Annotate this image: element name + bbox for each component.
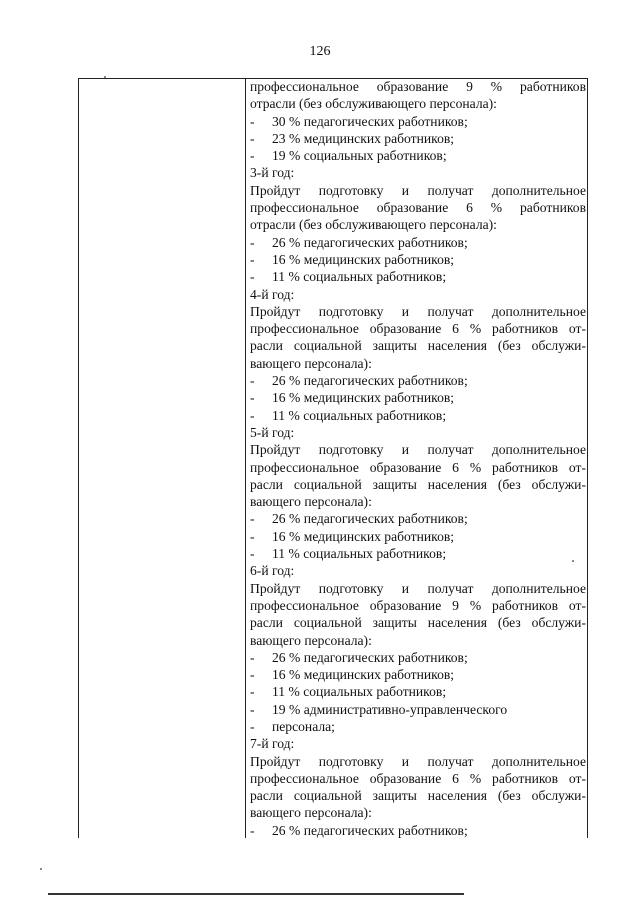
bullet-item bbox=[250, 113, 586, 130]
scan-speck bbox=[572, 560, 574, 562]
bullet-text: 26 % педагогических работников; bbox=[272, 822, 468, 838]
bullet-text: 16 % медицинских работников; bbox=[272, 390, 455, 406]
bullet-item bbox=[250, 234, 586, 251]
bullet-dash: - bbox=[250, 373, 255, 389]
bullet-item bbox=[250, 372, 586, 389]
text-line: отрасли (без обслуживающего персонала): bbox=[250, 96, 497, 112]
bullet-text: 11 % социальных работников; bbox=[272, 269, 447, 285]
paragraph-line: профессиональное образование 6 % работников от- bbox=[250, 459, 586, 475]
bullet-item bbox=[250, 268, 586, 285]
bullet-text: 19 % административно-управленческого bbox=[272, 701, 508, 717]
bullet-dash: - bbox=[250, 701, 255, 717]
bullet-text: 26 % педагогических работников; bbox=[272, 511, 468, 527]
text-line: вающего персонала): bbox=[250, 632, 372, 648]
bullet-text: 11 % социальных работников; bbox=[272, 546, 447, 562]
bullet-text: 30 % педагогических работников; bbox=[272, 113, 468, 129]
paragraph-line: профессиональное образование 6 % работников от- bbox=[250, 321, 586, 337]
bullet-item bbox=[250, 130, 586, 147]
bullet-dash: - bbox=[250, 113, 255, 129]
text-line: 3-й год: bbox=[250, 165, 295, 181]
paragraph-line: профессиональное образование 9 % работников bbox=[250, 79, 586, 94]
bullet-dash: - bbox=[250, 528, 255, 544]
paragraph-line: Пройдут подготовку и получат дополнительное bbox=[250, 753, 586, 769]
bullet-text: персонала; bbox=[272, 718, 335, 734]
text-line: вающего персонала): bbox=[250, 355, 372, 371]
bullet-dash: - bbox=[250, 130, 255, 146]
bullet-dash: - bbox=[250, 718, 255, 734]
bullet-text: 26 % педагогических работников; bbox=[272, 373, 468, 389]
bullet-dash: - bbox=[250, 667, 255, 683]
bullet-text: 23 % медицинских работников; bbox=[272, 130, 455, 146]
bullet-text: 26 % педагогических работников; bbox=[272, 234, 468, 250]
bullet-text: 11 % социальных работников; bbox=[272, 684, 447, 700]
bullet-item bbox=[250, 528, 586, 545]
bullet-dash: - bbox=[250, 407, 255, 423]
text-line: 6-й год: bbox=[250, 563, 295, 579]
paragraph-line: расли социальной защиты населения (без обслужи- bbox=[250, 476, 586, 492]
paragraph-line: Пройдут подготовку и получат дополнительное bbox=[250, 580, 586, 596]
paragraph-line: профессиональное образование 9 % работников от- bbox=[250, 597, 586, 613]
paragraph-line: Пройдут подготовку и получат дополнительное bbox=[250, 303, 586, 319]
text-line: 4-й год: bbox=[250, 286, 295, 302]
scan-speck bbox=[40, 868, 42, 870]
bullet-item bbox=[250, 147, 586, 164]
page-number: 126 bbox=[309, 44, 331, 59]
bullet-text: 16 % медицинских работников; bbox=[272, 251, 455, 267]
paragraph-line: расли социальной защиты населения (без обслужи- bbox=[250, 338, 586, 354]
bullet-item bbox=[250, 510, 586, 527]
paragraph-line: профессиональное образование 6 % работников bbox=[250, 200, 586, 216]
bullet-dash: - bbox=[250, 251, 255, 267]
bullet-item bbox=[250, 718, 586, 735]
text-line: 7-й год: bbox=[250, 736, 295, 752]
text-line: вающего персонала): bbox=[250, 494, 372, 510]
bullet-text: 11 % социальных работников; bbox=[272, 407, 447, 423]
text-line: отрасли (без обслуживающего персонала): bbox=[250, 217, 497, 233]
bullet-item bbox=[250, 701, 586, 718]
paragraph-line: Пройдут подготовку и получат дополнительное bbox=[250, 442, 586, 458]
text-line: 5-й год: bbox=[250, 424, 295, 440]
bullet-text: 16 % медицинских работников; bbox=[272, 667, 455, 683]
table-right-cell bbox=[250, 78, 586, 839]
bottom-rule bbox=[48, 893, 464, 895]
bullet-dash: - bbox=[250, 390, 255, 406]
bullet-item bbox=[250, 822, 586, 839]
paragraph-line: профессиональное образование 6 % работников от- bbox=[250, 770, 586, 786]
table-left-cell bbox=[78, 78, 245, 838]
paragraph-line: Пройдут подготовку и получат дополнительное bbox=[250, 182, 586, 198]
bullet-dash: - bbox=[250, 822, 255, 838]
bullet-item bbox=[250, 545, 586, 562]
table-column-divider bbox=[245, 78, 246, 838]
bullet-dash: - bbox=[250, 511, 255, 527]
bullet-dash: - bbox=[250, 234, 255, 250]
scan-speck bbox=[104, 76, 106, 78]
paragraph-line: расли социальной защиты населения (без обслужи- bbox=[250, 788, 586, 804]
bullet-text: 26 % педагогических работников; bbox=[272, 649, 468, 665]
bullet-text: 19 % социальных работников; bbox=[272, 148, 447, 164]
bullet-item bbox=[250, 666, 586, 683]
bullet-dash: - bbox=[250, 684, 255, 700]
bullet-dash: - bbox=[250, 269, 255, 285]
bullet-dash: - bbox=[250, 546, 255, 562]
bullet-dash: - bbox=[250, 148, 255, 164]
bullet-item bbox=[250, 649, 586, 666]
bullet-item bbox=[250, 389, 586, 406]
paragraph-line: расли социальной защиты населения (без обслужи- bbox=[250, 615, 586, 631]
bullet-text: 16 % медицинских работников; bbox=[272, 528, 455, 544]
bullet-dash: - bbox=[250, 649, 255, 665]
text-line: вающего персонала): bbox=[250, 805, 372, 821]
bullet-item bbox=[250, 683, 586, 700]
bullet-item bbox=[250, 407, 586, 424]
bullet-item bbox=[250, 251, 586, 268]
